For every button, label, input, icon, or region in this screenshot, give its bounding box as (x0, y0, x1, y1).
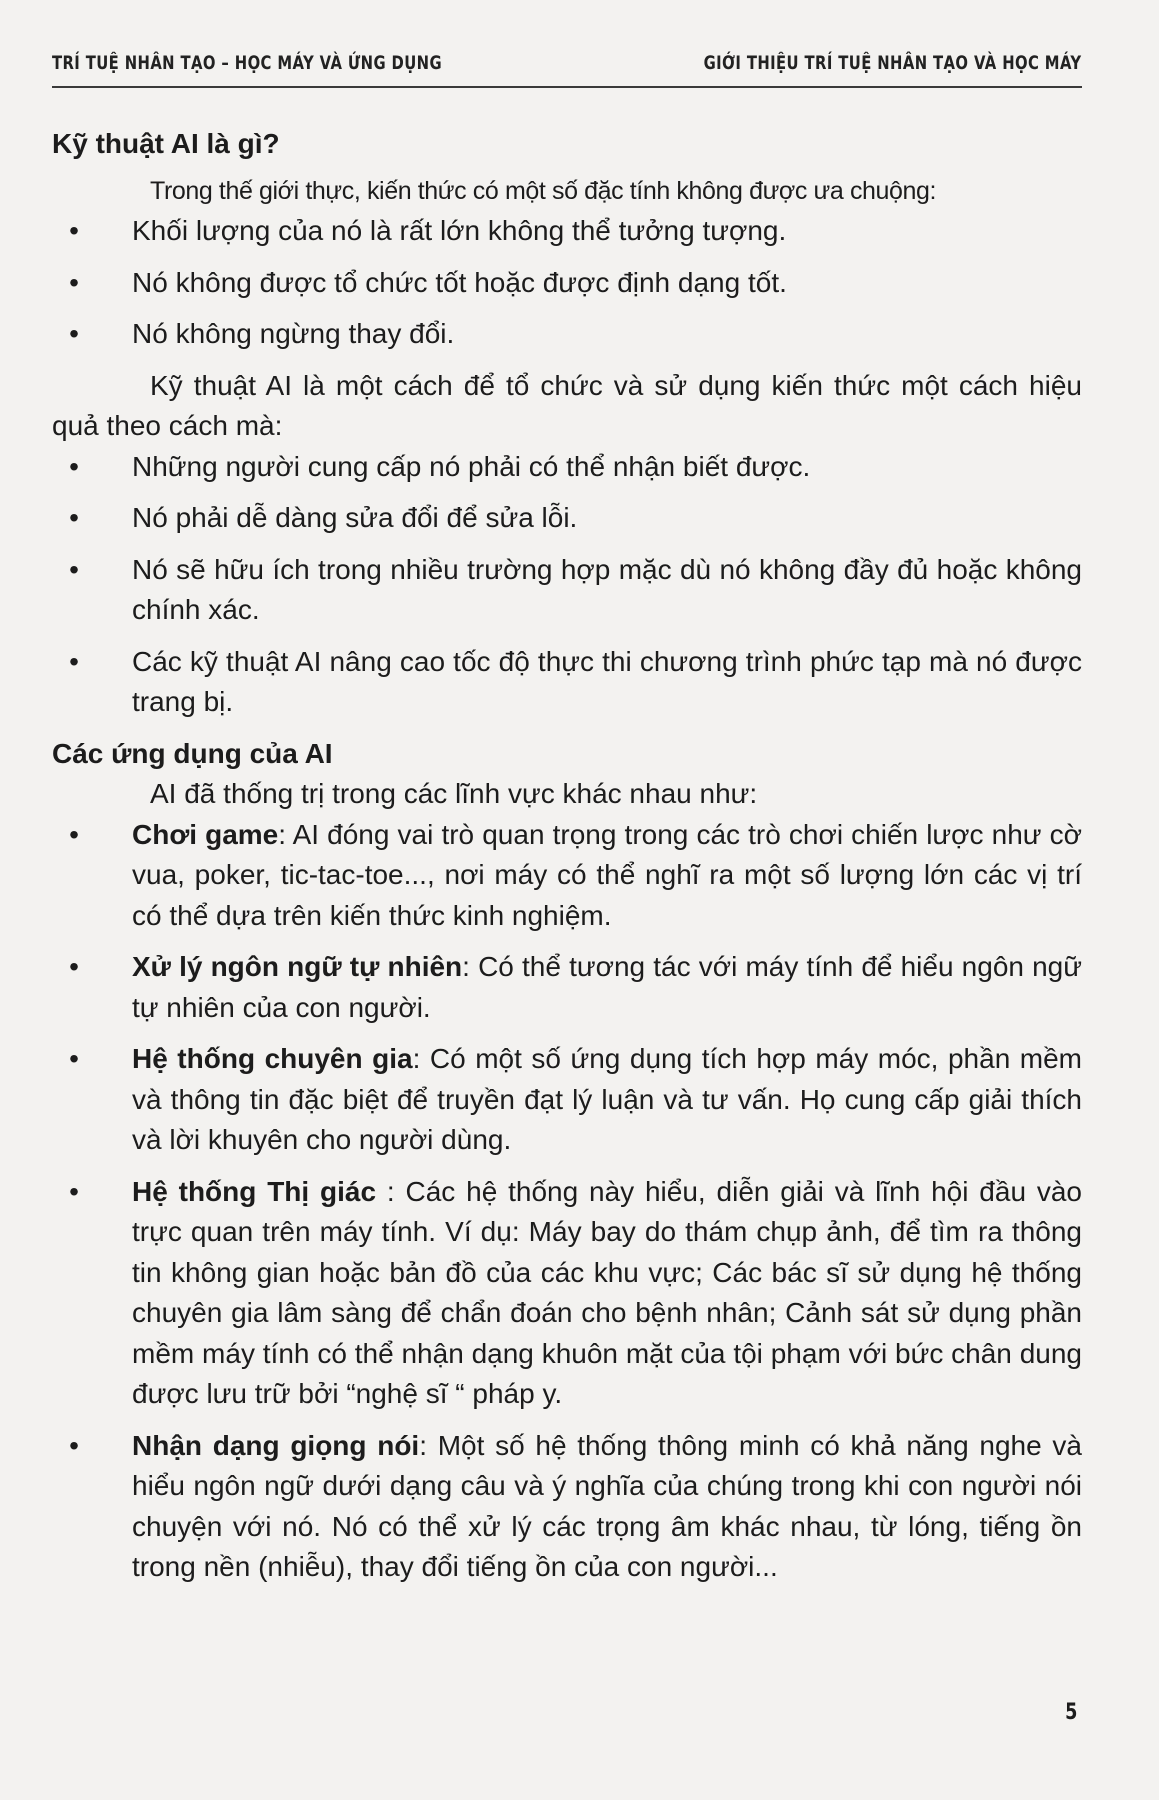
page-body (52, 124, 1082, 1599)
list-item-expert-systems (52, 1039, 1082, 1161)
technique-paragraph: Kỹ thuật AI là một cách để tổ chức và sử dụng kiến thức một cách hiệu quả theo cách mà: (52, 369, 1082, 441)
list-item-text: Có thể tương tác với máy tính để hiểu ngôn ngữ tự nhiên của con người. (132, 951, 1082, 1023)
list-item-text: Khối lượng của nó là rất lớn không thể tưởng tượng. (132, 215, 787, 246)
knowledge-properties-list (52, 211, 1082, 355)
bullet-icon: • (69, 502, 79, 533)
header-rule (52, 86, 1082, 88)
list-item-text: AI đóng vai trò quan trọng trong các trò chơi chiến lược như cờ vua, poker, tic-tac-toe..., nơi máy có thể nghĩ ra một số lượng lớn các vị trí có thể dựa trên kiến thức kinh nghiệm. (132, 818, 1082, 931)
list-item-nlp (52, 947, 1082, 1028)
list-item-text: Một số hệ thống thông minh có khả năng nghe và hiểu ngôn ngữ dưới dạng câu và ý nghĩa của chúng trong khi con người nói chuyện với nó. Nó có thể xử lý các trọng âm khác nhau, từ lóng, tiếng ồn trong nền (nhiễu), thay đổi tiếng ồn của con người... (132, 1429, 1082, 1582)
bullet-icon: • (69, 450, 79, 482)
running-header (52, 52, 1082, 86)
bullet-icon: • (69, 215, 79, 246)
term-label: Hệ thống Thị giác (132, 1175, 377, 1207)
list-item-vision-systems (52, 1172, 1082, 1415)
list-item-text: Các kỹ thuật AI nâng cao tốc độ thực thi chương trình phức tạp mà nó được trang bị. (132, 645, 1082, 717)
term-label: Chơi game (132, 818, 279, 850)
bullet-icon: • (69, 1175, 79, 1207)
bullet-icon: • (69, 553, 79, 585)
list-item-text: Nó không ngừng thay đổi. (132, 318, 455, 349)
bullet-icon: • (69, 818, 79, 850)
list-item-text: Những người cung cấp nó phải có thể nhận biết được. (132, 450, 811, 482)
bullet-icon: • (69, 318, 79, 349)
term-separator: : (419, 1429, 438, 1461)
list-item (52, 550, 1082, 631)
term-label: Nhận dạng giọng nói (132, 1429, 420, 1461)
list-item-text: Nó phải dễ dàng sửa đổi để sửa lỗi. (132, 502, 578, 533)
list-item-gaming (52, 815, 1082, 937)
header-chapter-title: GIỚI THIỆU TRÍ TUỆ NHÂN TẠO VÀ HỌC MÁY (704, 52, 1082, 74)
term-separator: : (412, 1043, 430, 1074)
technique-requirements-list (52, 447, 1082, 723)
header-book-title: TRÍ TUỆ NHÂN TẠO – HỌC MÁY VÀ ỨNG DỤNG (52, 52, 443, 74)
list-item (52, 498, 1082, 539)
list-item-text: Các hệ thống này hiểu, diễn giải và lĩnh hội đầu vào trực quan trên máy tính. Ví dụ: Máy bay do thám chụp ảnh, để tìm ra thông tin không gian hoặc bản đồ của các khu vực; Các bác sĩ sử dụng hệ thống chuyên gia lâm sàng để chẩn đoán cho bệnh nhân; Cảnh sát sử dụng phần mềm máy tính có thể nhận dạng khuôn mặt của tội phạm với bức chân dung được lưu trữ bởi “nghệ sĩ “ pháp y. (132, 1175, 1082, 1409)
list-item-text: Có một số ứng dụng tích hợp máy móc, phần mềm và thông tin đặc biệt để truyền đạt lý luận và tư vấn. Họ cung cấp giải thích và lời khuyên cho người dùng. (132, 1043, 1083, 1155)
section-title-applications: Các ứng dụng của AI (52, 737, 333, 769)
term-separator: : (278, 818, 293, 850)
term-separator: : (462, 951, 479, 982)
bullet-icon: • (69, 266, 79, 298)
list-item (52, 447, 1082, 488)
term-label: Hệ thống chuyên gia (132, 1043, 413, 1074)
list-item (52, 642, 1082, 723)
bullet-icon: • (69, 1043, 79, 1074)
section-title-ai-technique: Kỹ thuật AI là gì? (52, 128, 280, 159)
bullet-icon: • (69, 951, 79, 982)
applications-intro: AI đã thống trị trong các lĩnh vực khác nhau như: (150, 778, 758, 809)
bullet-icon: • (69, 645, 79, 677)
term-separator: : (376, 1175, 406, 1207)
term-label: Xử lý ngôn ngữ tự nhiên (132, 951, 463, 982)
page-number: 5 (1064, 1700, 1077, 1725)
list-item-speech-recognition (52, 1426, 1082, 1588)
applications-list (52, 815, 1082, 1588)
bullet-icon: • (69, 1429, 79, 1461)
intro-paragraph: Trong thế giới thực, kiến thức có một số đặc tính không được ưa chuộng: (150, 176, 937, 205)
list-item-text: Nó không được tổ chức tốt hoặc được định dạng tốt. (132, 266, 787, 298)
list-item (52, 211, 1082, 252)
list-item-text: Nó sẽ hữu ích trong nhiều trường hợp mặc dù nó không đầy đủ hoặc không chính xác. (132, 553, 1082, 625)
list-item (52, 314, 1082, 355)
list-item (52, 263, 1082, 304)
